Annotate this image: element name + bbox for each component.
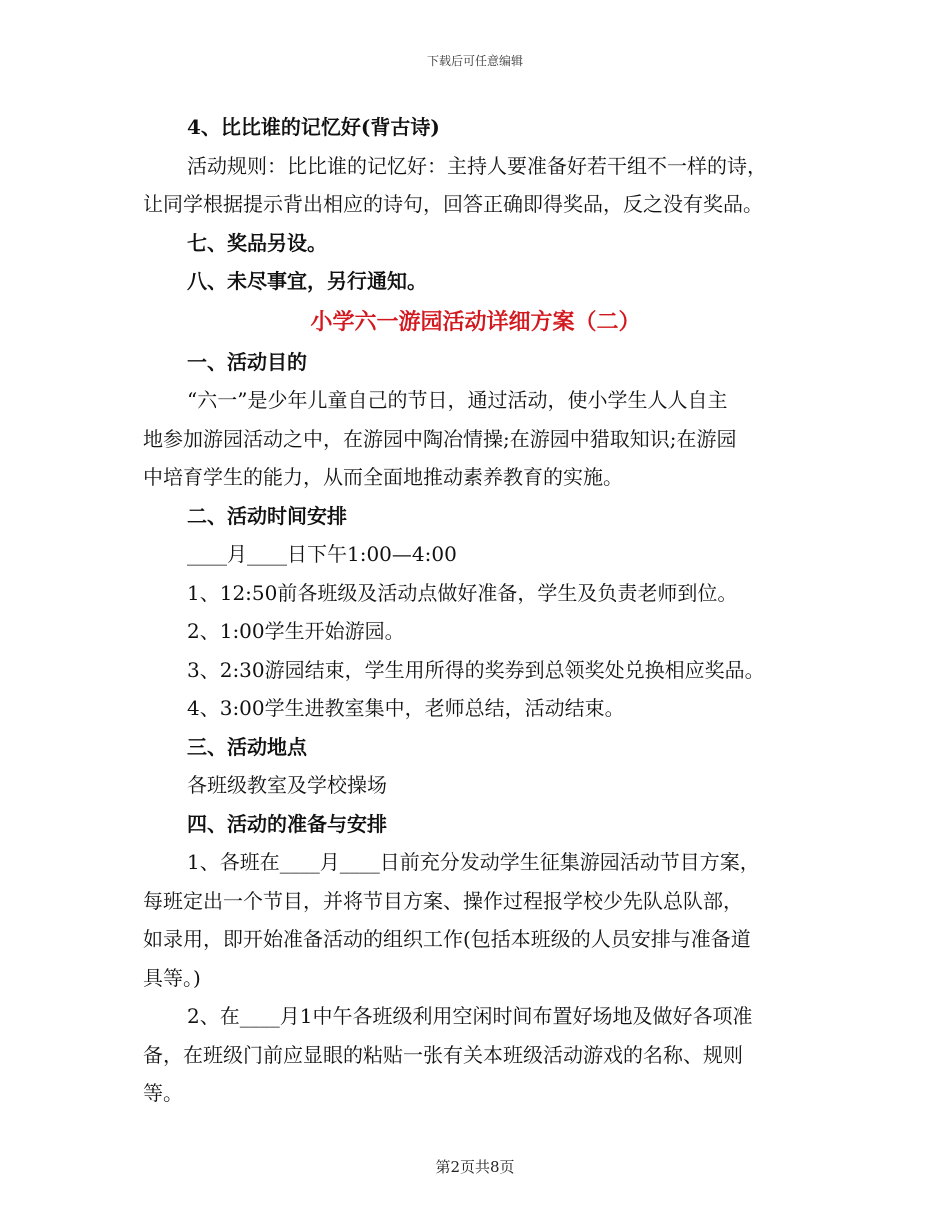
header-note: 下载后可任意编辑 [426,54,523,68]
document-title: 小学六一游园活动详细方案（二） [310,308,641,335]
section-heading: 一、活动目的 [187,349,307,374]
paragraph-line: 中培育学生的能力，从而全面地推动素养教育的实施。 [143,465,623,489]
list-item: 2、1:00学生开始游园。 [187,619,405,643]
paragraph-line: 活动规则：比比谁的记忆好：主持人要准备好若干组不一样的诗， [187,153,767,178]
paragraph-line: 备，在班级门前应显眼的粘贴一张有关本班级活动游戏的名称、规则 [143,1042,743,1067]
section-heading-eight: 八、未尽事宜，另行通知。 [187,269,427,293]
section-heading: 三、活动地点 [187,734,307,759]
paragraph-line: “六一”是少年儿童自己的节日，通过活动，使小学生人人自主 [187,388,728,412]
paragraph-line: 具等。) [143,965,201,990]
section-heading-seven: 七、奖品另设。 [187,230,327,255]
paragraph-line: 2、在____月1中午各班级利用空闲时间布置好场地及做好各项准 [187,1004,753,1028]
section-heading: 二、活动时间安排 [187,503,347,528]
section-heading: 四、活动的准备与安排 [187,811,387,836]
paragraph-line: 各班级教室及学校操场 [187,773,387,797]
paragraph-line: 如录用，即开始准备活动的组织工作(包括本班级的人员安排与准备道 [143,927,751,951]
page-number: 第2页共8页 [435,1158,515,1176]
item-memory-game: 4、比比谁的记忆好(背古诗) [187,115,440,139]
paragraph-line: 地参加游园活动之中，在游园中陶冶情操;在游园中猎取知识;在游园 [143,426,737,451]
list-item: 4、3:00学生进教室集中，老师总结，活动结束。 [187,696,625,720]
list-item: 1、12:50前各班级及活动点做好准备，学生及负责老师到位。 [187,580,738,605]
list-item: 3、2:30游园结束，学生用所得的奖券到总领奖处兑换相应奖品。 [187,657,765,682]
paragraph-line: 等。 [143,1081,183,1105]
paragraph-line: 1、各班在____月____日前充分发动学生征集游园活动节目方案， [187,850,760,874]
document-body [143,108,808,1113]
paragraph-line: ____月____日下午1:00—4:00 [187,542,457,566]
paragraph-line: 让同学根据提示背出相应的诗句，回答正确即得奖品，反之没有奖品。 [143,192,763,216]
paragraph-line: 每班定出一个节目，并将节目方案、操作过程报学校少先队总队部， [143,888,743,913]
